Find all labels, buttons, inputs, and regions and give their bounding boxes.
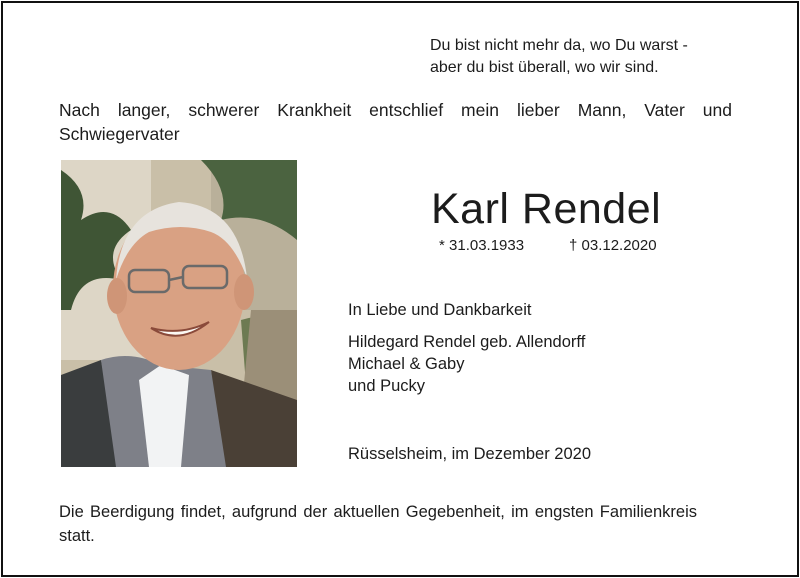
intro-text: Nach langer, schwerer Krankheit entschlief mein lieber Mann, Vater und Schwiegervater [59, 100, 732, 144]
place-date: Rüsselsheim, im Dezember 2020 [348, 445, 592, 463]
birth-date: * 31.03.1933 [439, 237, 525, 254]
dedication-line: In Liebe und Dankbarkeit [348, 301, 532, 319]
family-mourners [348, 331, 585, 397]
mourner-line: und Pucky [348, 377, 426, 395]
death-date: † 03.12.2020 [569, 237, 657, 254]
motto-quote [430, 35, 688, 79]
portrait-illustration [61, 160, 297, 467]
obituary-frame [1, 1, 799, 577]
deceased-name: Karl Rendel [431, 185, 662, 233]
motto-line-2: aber du bist überall, wo wir sind. [430, 59, 659, 76]
portrait-photo [61, 160, 297, 467]
motto-line-1: Du bist nicht mehr da, wo Du warst - [430, 37, 688, 54]
funeral-note: Die Beerdigung findet, aufgrund der aktuellen Gegebenheit, im engsten Familienkreis statt. [59, 503, 697, 545]
mourner-line: Michael & Gaby [348, 355, 465, 373]
mourner-line: Hildegard Rendel geb. Allendorff [348, 333, 586, 351]
